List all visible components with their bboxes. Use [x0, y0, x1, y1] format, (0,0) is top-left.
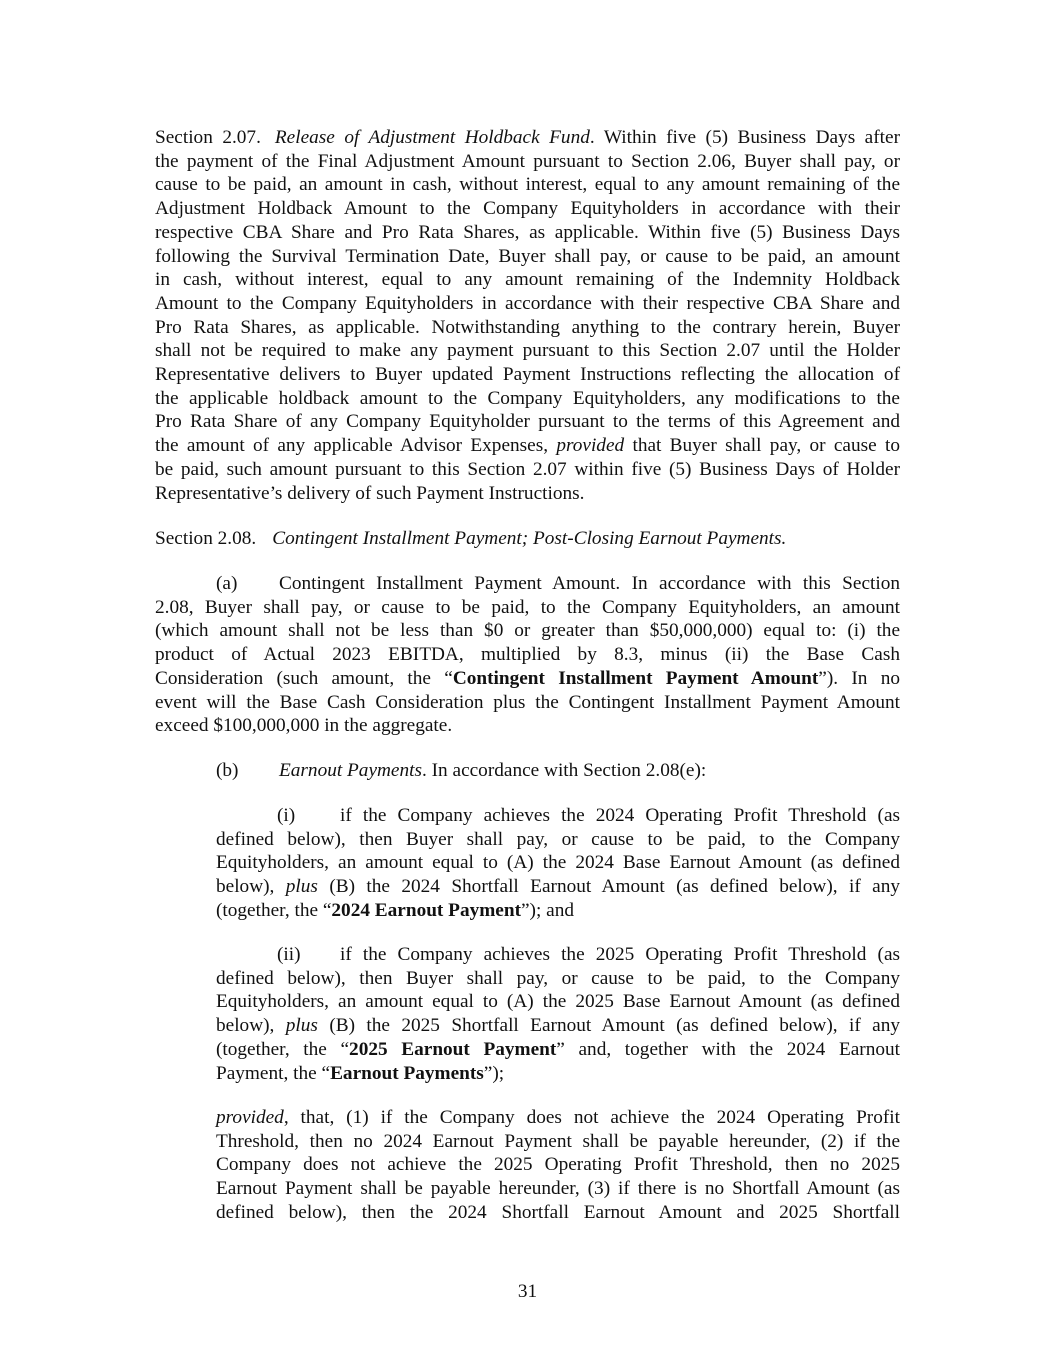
plus-italic: plus — [285, 1015, 318, 1037]
s207-line: respective CBA Share and Pro Rata Shares, as applicable. Within five (5) Business Days — [155, 221, 900, 243]
paragraph-b-i — [216, 804, 900, 923]
s207-line: the payment of the Final Adjustment Amount pursuant to Section 2.06, Buyer shall pay, or — [155, 150, 900, 172]
s207-line: be paid, such amount pursuant to this Section 2.07 within five (5) Business Days of Holder — [155, 458, 900, 480]
section-number: Section 2.08. — [155, 528, 257, 549]
section-2-08-heading — [155, 527, 900, 551]
proviso-line: Earnout Payment shall be payable hereunder, (3) if there is no Shortfall Amount (as — [216, 1178, 900, 1200]
defined-term: 2025 Earnout Payment — [349, 1038, 557, 1060]
text-run: below), — [216, 1015, 286, 1037]
para-b-ii-line — [216, 1062, 900, 1086]
para-a-line — [155, 667, 900, 691]
text-run: the amount of any applicable Advisor Expenses, — [155, 435, 557, 457]
defined-term: 2024 Earnout Payment — [331, 899, 521, 921]
proviso-line-1 — [216, 1106, 900, 1130]
section-number: Section 2.07. — [155, 127, 261, 148]
para-b-i-line: Equityholders, an amount equal to (A) the 2024 Base Earnout Amount (as defined — [216, 852, 900, 874]
provided-italic: provided — [556, 435, 625, 457]
text-run: if the Company achieves the 2024 Operating Profit Threshold (as — [340, 805, 900, 826]
s207-line: shall not be required to make any payment pursuant to this Section 2.07 until the Holder — [155, 340, 900, 362]
text-run: (together, the “ — [216, 1038, 350, 1060]
para-b-i-line-1 — [216, 804, 900, 828]
paragraph-label: (b) — [216, 760, 239, 781]
provided-italic: provided — [216, 1107, 284, 1128]
paragraph-b-ii — [216, 943, 900, 1085]
para-b-ii-line — [216, 1038, 900, 1062]
subparagraph-label: (i) — [277, 805, 296, 826]
proviso-line: defined below), then the 2024 Shortfall Earnout Amount and 2025 Shortfall — [216, 1201, 900, 1223]
text-run: ”); — [483, 1062, 505, 1084]
para-b-i-line: defined below), then Buyer shall pay, or cause to be paid, to the Company — [216, 828, 900, 850]
s207-line: cause to be paid, an amount in cash, without interest, equal to any amount remaining of the — [155, 174, 900, 196]
s207-line — [155, 434, 900, 458]
paragraph-label: (a) — [216, 573, 238, 594]
para-a-line: exceed $100,000,000 in the aggregate. — [155, 715, 453, 737]
proviso-line: Threshold, then no 2024 Earnout Payment shall be payable hereunder, (2) if the — [216, 1130, 900, 1152]
plus-italic: plus — [285, 876, 318, 898]
text-run: ” and, together with the 2024 Earnout — [556, 1038, 900, 1060]
s207-line: in cash, without interest, equal to any amount remaining of the Indemnity Holdback — [155, 269, 900, 291]
proviso-line: Company does not achieve the 2025 Operating Profit Threshold, then no 2025 — [216, 1154, 900, 1176]
s207-line: Representative delivers to Buyer updated Payment Instructions reflecting the allocation of — [155, 364, 900, 386]
text-run: Consideration (such amount, the “ — [155, 667, 453, 689]
para-a-line: (which amount shall not be less than $0 or greater than $50,000,000) equal to: (i) the — [155, 620, 900, 642]
text-run: (B) the 2024 Shortfall Earnout Amount (as defined below), if any — [317, 876, 900, 898]
text-run: (together, the “ — [216, 899, 332, 921]
section-title: Contingent Installment Payment; Post-Closing Earnout Payments. — [272, 528, 787, 549]
text-run: that Buyer shall pay, or cause to — [624, 435, 900, 457]
subparagraph-label: (ii) — [277, 944, 301, 965]
text-run: (B) the 2025 Shortfall Earnout Amount (as defined below), if any — [317, 1015, 900, 1037]
proviso-paragraph — [216, 1106, 900, 1225]
text-run: . Within five (5) Business Days after — [589, 127, 900, 148]
s207-line: Amount to the Company Equityholders in accordance with their respective CBA Share and — [155, 292, 900, 314]
para-b-ii-line: defined below), then Buyer shall pay, or cause to be paid, to the Company — [216, 967, 900, 989]
page-number: 31 — [517, 1281, 538, 1302]
text-run: . In accordance with Section 2.08(e): — [421, 760, 707, 781]
text-run: Payment, the “ — [216, 1062, 331, 1084]
para-a-line: 2.08, Buyer shall pay, or cause to be paid, to the Company Equityholders, an amount — [155, 596, 900, 618]
s207-line: Pro Rata Share of any Company Equityholder pursuant to the terms of this Agreement and — [155, 411, 900, 433]
s207-line: the applicable holdback amount to the Company Equityholders, any modifications to the — [155, 387, 900, 409]
s207-line-1 — [155, 126, 900, 150]
para-a-line-1 — [155, 572, 900, 596]
para-b-ii-line — [216, 1014, 900, 1038]
s207-line: following the Survival Termination Date, Buyer shall pay, or cause to be paid, an amount — [155, 245, 900, 267]
s207-line: Adjustment Holdback Amount to the Company Equityholders in accordance with their — [155, 198, 900, 220]
s207-line: Pro Rata Shares, as applicable. Notwithstanding anything to the contrary herein, Buyer — [155, 316, 900, 338]
defined-term: Earnout Payments — [330, 1062, 484, 1084]
paragraph-a — [155, 572, 900, 738]
text-run: , that, (1) if the Company does not achieve the 2024 Operating Profit — [283, 1107, 900, 1128]
para-b-ii-line-1 — [216, 943, 900, 967]
para-b-ii-line: Equityholders, an amount equal to (A) the 2025 Base Earnout Amount (as defined — [216, 991, 900, 1013]
para-a-line: event will the Base Cash Consideration plus the Contingent Installment Payment Amount — [155, 691, 900, 713]
text-run: below), — [216, 876, 286, 898]
text-run: if the Company achieves the 2025 Operating Profit Threshold (as — [340, 944, 900, 965]
paragraph-title: Earnout Payments — [279, 760, 422, 781]
para-a-line: product of Actual 2023 EBITDA, multiplied by 8.3, minus (ii) the Base Cash — [155, 644, 900, 666]
para-b-i-line — [216, 899, 900, 923]
defined-term: Contingent Installment Payment Amount — [452, 667, 819, 689]
s207-line: Representative’s delivery of such Payment Instructions. — [155, 482, 585, 504]
text-run: ”). In no — [818, 667, 900, 689]
section-title: Release of Adjustment Holdback Fund — [274, 127, 590, 148]
paragraph-b — [216, 759, 900, 783]
para-b-i-line — [216, 875, 900, 899]
text-run: ”); and — [521, 899, 574, 921]
section-2-07 — [155, 126, 900, 505]
text-run: Contingent Installment Payment Amount. In accordance with this Section — [279, 573, 900, 594]
